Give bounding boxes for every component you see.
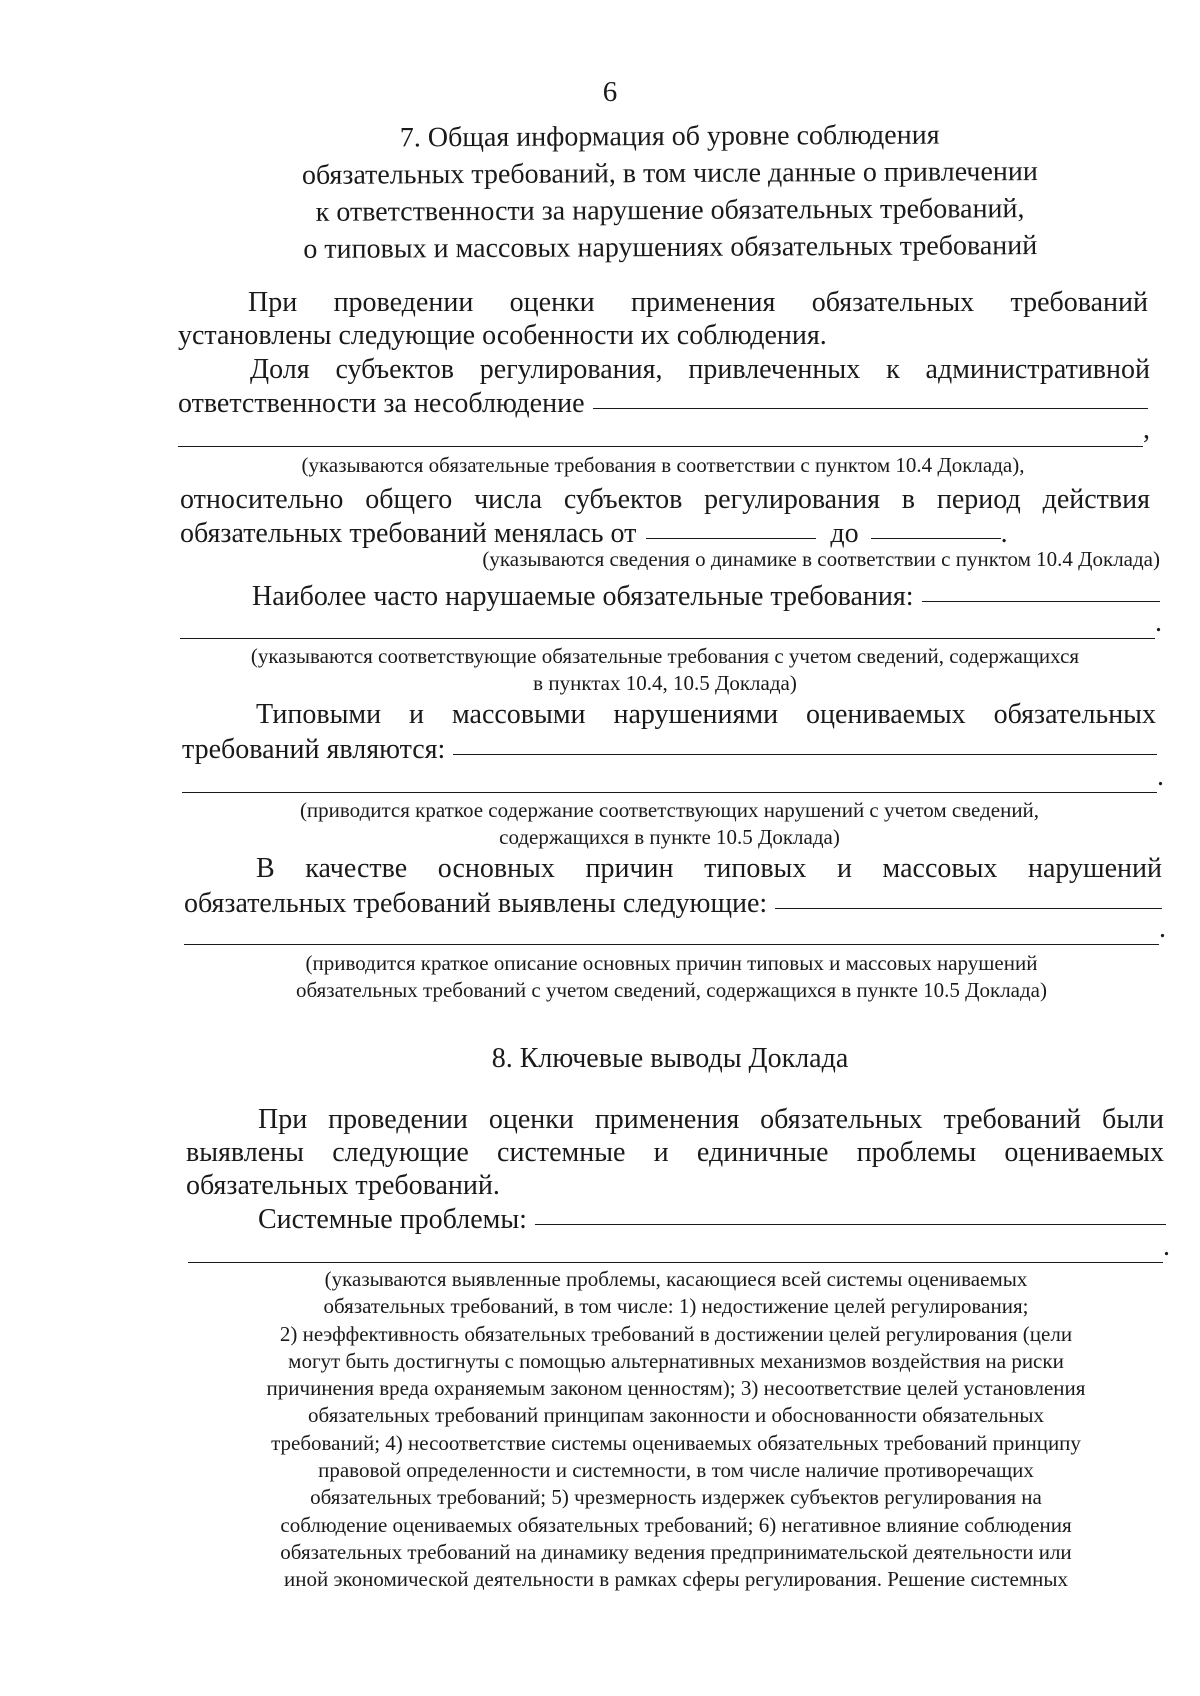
note-line: (приводится краткое содержание соответствующих нарушений с учетом сведений, bbox=[299, 798, 1040, 822]
paragraph-line: обязательных требований. bbox=[186, 1170, 500, 1201]
blank-line bbox=[646, 538, 816, 539]
period: . bbox=[1159, 913, 1166, 944]
note-text bbox=[182, 797, 1157, 851]
paragraph-line: Наиболее часто нарушаемые обязательные требования: bbox=[252, 581, 914, 612]
blank-line bbox=[453, 754, 1157, 755]
paragraph-line: Доля субъектов регулирования, привлеченных к административной bbox=[250, 354, 1150, 385]
note-line: 2) неэффективность обязательных требований в достижении целей регулирования (цели bbox=[279, 1321, 1073, 1346]
note-line: (указываются соответствующие обязательные требования с учетом сведений, содержащихся bbox=[250, 644, 1080, 668]
note-line: (приводится краткое описание основных причин типовых и массовых нарушений bbox=[305, 951, 1038, 975]
fill-in-row bbox=[184, 887, 1162, 920]
fill-in-row bbox=[178, 387, 1148, 420]
blank-line bbox=[775, 908, 1162, 909]
paragraph-line: установлены следующие особенности их соблюдения. bbox=[178, 320, 827, 351]
note-text bbox=[170, 643, 1160, 697]
blank-line bbox=[180, 638, 1155, 639]
note-line: причинения вреда охраняемым законом ценностям); 3) несоответствие целей установления bbox=[266, 1376, 1086, 1401]
paragraph-line: требований являются: bbox=[182, 734, 446, 765]
section-7-heading-line: о типовых и массовых нарушениях обязательных требований bbox=[303, 230, 1038, 265]
blank-line bbox=[182, 792, 1157, 793]
paragraph-word: до bbox=[830, 518, 859, 549]
blank-line bbox=[593, 408, 1148, 409]
section-7-heading-line: 7. Общая информация об уровне соблюдения bbox=[399, 119, 940, 154]
note-line: обязательных требований принципам законности и обоснованности обязательных bbox=[308, 1403, 1044, 1428]
blank-line bbox=[178, 446, 1143, 447]
period: . bbox=[1000, 518, 1008, 549]
note-line: требований; 4) несоответствие системы оцениваемых обязательных требований принципу bbox=[271, 1430, 1081, 1455]
comma: , bbox=[1143, 414, 1150, 445]
note-text: (указываются сведения о динамике в соответствии с пунктом 10.4 Доклада) bbox=[482, 547, 1160, 571]
note-line: в пунктах 10.4, 10.5 Доклада) bbox=[533, 671, 797, 695]
note-line: правовой определенности и системности, в том числе наличие противоречащих bbox=[318, 1458, 1034, 1483]
paragraph-line: обязательных требований выявлены следующие: bbox=[184, 888, 768, 919]
note-line: содержащихся в пункте 10.5 Доклада) bbox=[499, 825, 840, 849]
paragraph-line: При проведении оценки применения обязательных требований были bbox=[258, 1104, 1164, 1135]
period: . bbox=[1155, 607, 1162, 638]
paragraph-line: Типовыми и массовыми нарушениями оцениваемых обязательных bbox=[256, 699, 1156, 730]
note-text: (указываются обязательные требования в соответствии с пунктом 10.4 Доклада), bbox=[301, 453, 1025, 477]
section-7-heading-line: к ответственности за нарушение обязательных требований, bbox=[315, 193, 1025, 228]
paragraph-line: обязательных требований менялась от bbox=[180, 518, 637, 549]
blank-line bbox=[871, 538, 1001, 539]
paragraph-line: При проведении оценки применения обязательных требований bbox=[248, 287, 1148, 318]
section-8-heading: 8. Ключевые выводы Доклада bbox=[491, 1043, 849, 1074]
note-line: обязательных требований с учетом сведений, содержащихся в пункте 10.5 Доклада) bbox=[295, 978, 1047, 1002]
note-line: иной экономической деятельности в рамках сферы регулирования. Решение системных bbox=[284, 1567, 1068, 1592]
blank-line bbox=[535, 1224, 1166, 1225]
blank-line bbox=[188, 1262, 1163, 1263]
blank-line bbox=[184, 944, 1159, 945]
note-line: обязательных требований; 5) чрезмерность издержек субъектов регулирования на bbox=[310, 1485, 1042, 1510]
paragraph-line: Системные проблемы: bbox=[258, 1204, 527, 1235]
paragraph-line: В качестве основных причин типовых и массовых нарушений bbox=[256, 853, 1162, 884]
period: . bbox=[1157, 761, 1164, 792]
fill-in-row bbox=[258, 1203, 1166, 1236]
note-text bbox=[186, 1266, 1166, 1594]
fill-in-row bbox=[252, 580, 1160, 613]
fill-in-row bbox=[182, 733, 1157, 766]
paragraph-line: относительно общего числа субъектов регулирования в период действия bbox=[180, 484, 1150, 515]
note-line: обязательных требований на динамику ведения предпринимательской деятельности или bbox=[280, 1539, 1072, 1564]
paragraph-line: ответственности за несоблюдение bbox=[178, 388, 585, 419]
note-line: (указываются выявленные проблемы, касающиеся всей системы оцениваемых bbox=[324, 1267, 1028, 1291]
section-7-heading bbox=[230, 116, 1111, 269]
period: . bbox=[1163, 1231, 1170, 1262]
paragraph-line: выявлены следующие системные и единичные проблемы оцениваемых bbox=[186, 1137, 1164, 1168]
note-text bbox=[184, 950, 1159, 1004]
blank-line bbox=[922, 601, 1160, 602]
note-line: могут быть достигнуты с помощью альтернативных механизмов воздействия на риски bbox=[288, 1348, 1064, 1373]
note-line: обязательных требований, в том числе: 1) недостижение целей регулирования; bbox=[323, 1294, 1029, 1319]
note-line: соблюдение оцениваемых обязательных требований; 6) негативное влияние соблюдения bbox=[280, 1512, 1072, 1537]
page-number: 6 bbox=[602, 76, 618, 108]
section-7-heading-line: обязательных требований, в том числе данные о привлечении bbox=[301, 156, 1038, 191]
